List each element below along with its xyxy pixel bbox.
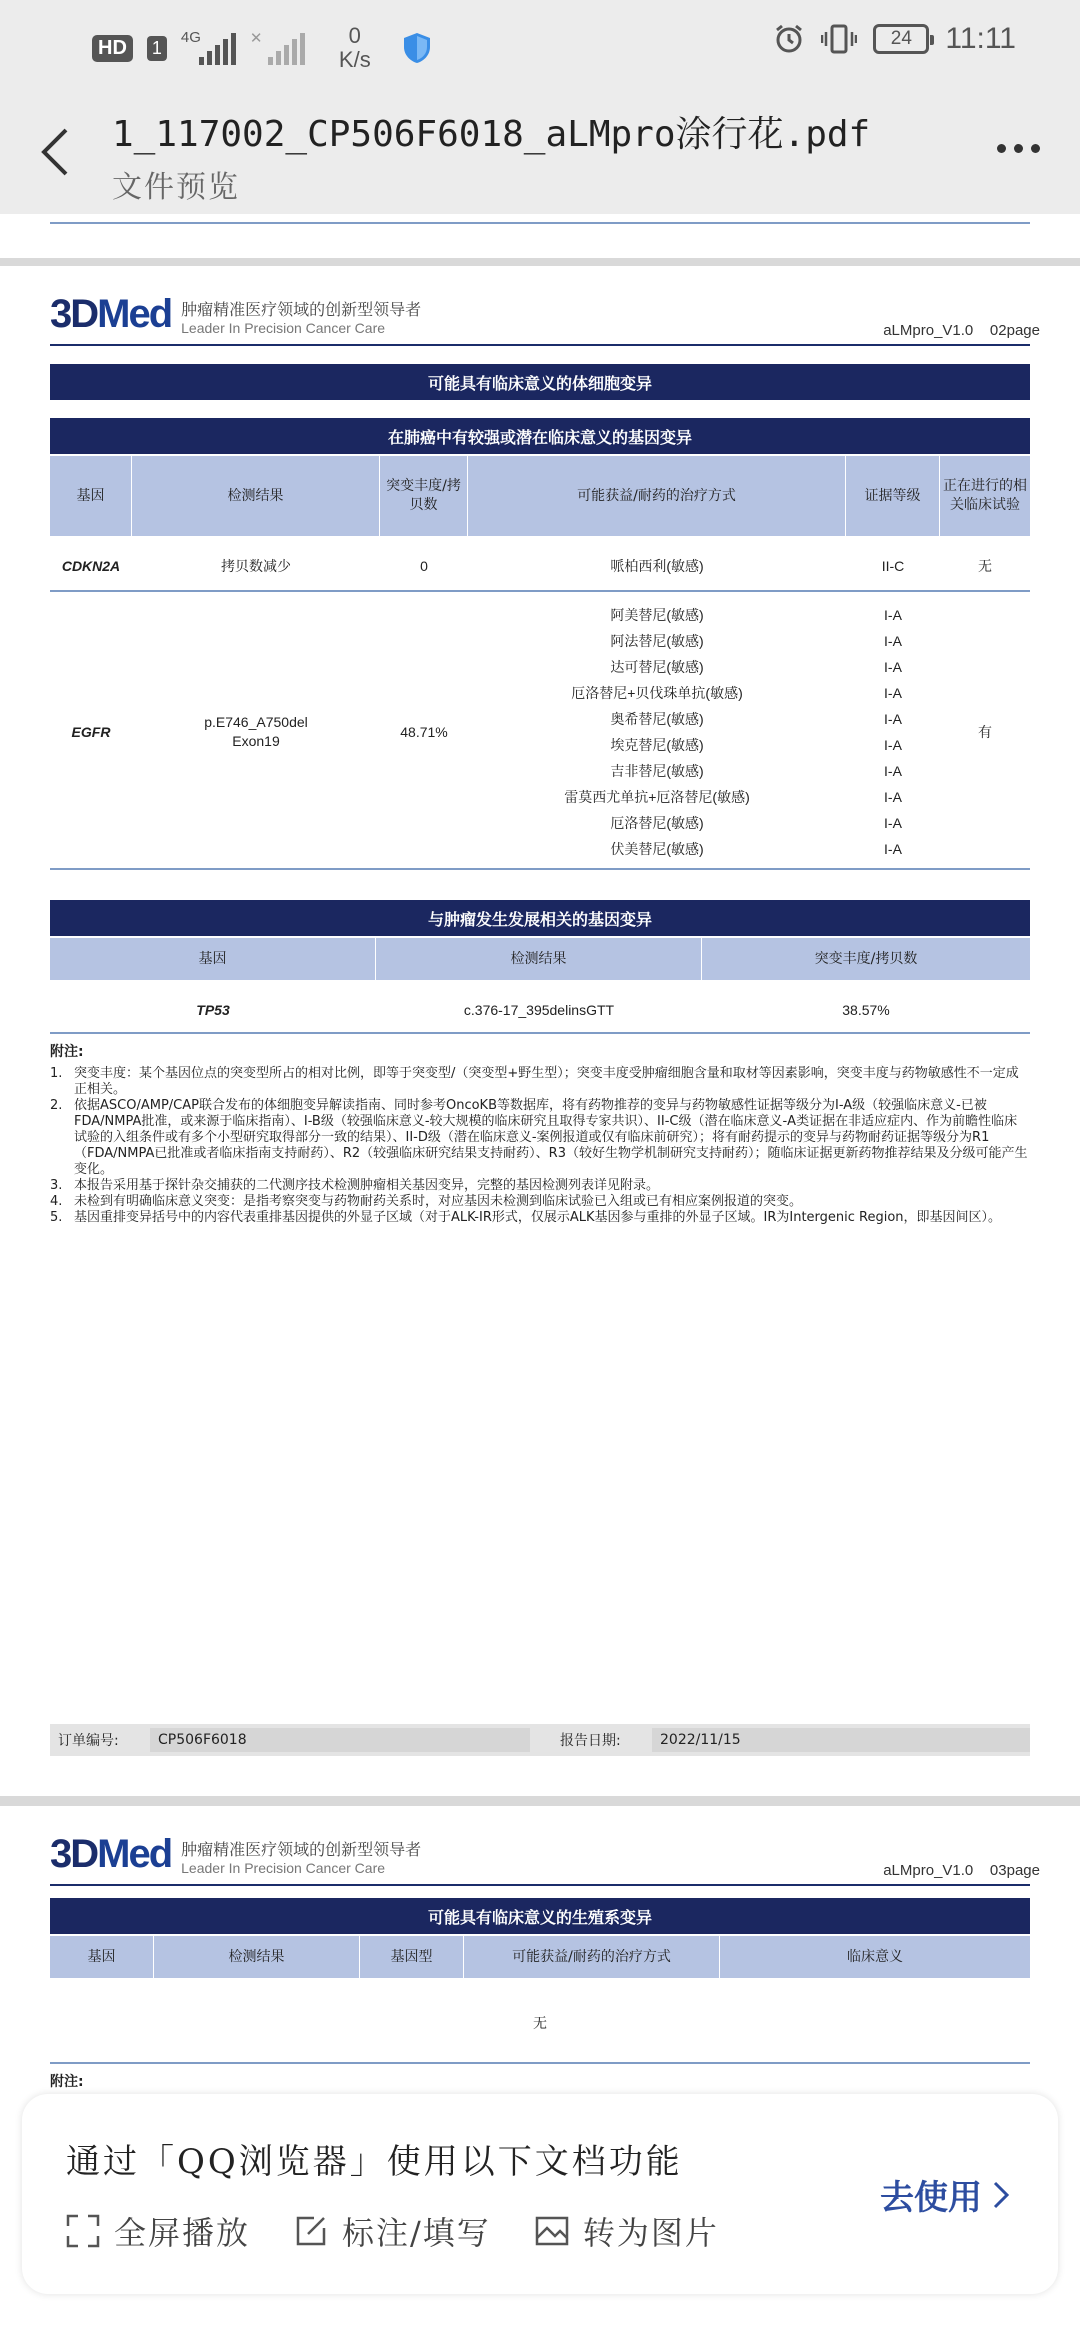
clock: 11:11 [945, 22, 1016, 55]
status-left [92, 24, 431, 72]
col-header: 突变丰度/拷贝数 [380, 456, 468, 536]
document-page-2 [0, 266, 1080, 1796]
to-image-feature[interactable]: 转为图片 [535, 2208, 719, 2254]
empty-result: 无 [533, 2015, 547, 2031]
col-header: 正在进行的相关临床试验 [943, 478, 1027, 513]
chevron-right-icon [992, 2180, 1010, 2210]
col-header: 突变丰度/拷贝数 [814, 950, 918, 967]
table1-title: 在肺癌中有较强或潜在临床意义的基因变异 [50, 418, 1030, 454]
battery-indicator: 24 [873, 24, 929, 54]
title-bar [0, 86, 1080, 214]
section-title: 可能具有临床意义的体细胞变异 [50, 364, 1030, 400]
notes-title: 附注: [50, 1044, 84, 1060]
document-viewer[interactable] [0, 214, 1080, 2340]
col-header: 基因 [50, 1936, 154, 1978]
table-row: CDKN2A 拷贝数减少 0 哌柏西利(敏感) II-C 无 [50, 542, 1030, 592]
table2-title: 与肿瘤发生发展相关的基因变异 [50, 900, 1030, 936]
sim-badge: 1 [147, 36, 167, 61]
note-item: 1. 突变丰度：某个基因位点的突变型所占的相对比例，即等于突变型/（突变型+野生型）；突变丰度受肿瘤细胞含量和取材等因素影响，突变丰度与药物敏感性不一定成正相关。 [50, 1066, 1019, 1097]
note-item: 3. 本报告采用基于探针杂交捕获的二代测序技术检测肿瘤相关基因变异，完整的基因检测列表详见附录。 [50, 1178, 660, 1193]
qq-browser-promo [22, 2094, 1058, 2294]
vibrate-icon [821, 23, 857, 55]
status-bar [0, 0, 1080, 86]
col-header: 基因型 [360, 1936, 464, 1978]
note-item: 4. 未检到有明确临床意义突变：是指考察突变与药物耐药关系时，对应基因未检测到临床试验已入组或已有相应案例报道的突变。 [50, 1194, 803, 1209]
promo-features [66, 2208, 719, 2254]
network-type: 4G [180, 29, 201, 46]
date-value: 2022/11/15 [652, 1728, 1030, 1752]
status-right [773, 22, 1016, 56]
table3-header [50, 1936, 1030, 1978]
col-header: 证据等级 [846, 456, 940, 536]
col-header: 检测结果 [376, 938, 702, 980]
note-item: 5. 基因重排变异括号中的内容代表重排基因提供的外显子区域（对于ALK-IR形式，仅展示ALK基因参与重排的外显子区域。IR为Intergenic Region，即基因间区）。 [50, 1210, 1002, 1225]
col-header: 可能获益/耐药的治疗方式 [464, 1936, 720, 1978]
report-footer [50, 1724, 1030, 1756]
promo-title: 通过「QQ浏览器」使用以下文档功能 [66, 2142, 683, 2182]
section-title: 可能具有临床意义的生殖系变异 [50, 1898, 1030, 1934]
logo-mark: 3DMed [50, 1832, 172, 1876]
page-info: aLMpro_V1.0 02page [883, 322, 1040, 339]
fullscreen-feature[interactable]: 全屏播放 [66, 2208, 250, 2254]
alarm-icon [773, 23, 805, 55]
logo-slogan-en: Leader In Precision Cancer Care [181, 1860, 386, 1876]
edit-icon [294, 2214, 328, 2248]
previous-page-fragment [0, 214, 1080, 258]
company-logo [50, 1832, 421, 1877]
logo-mark: 3DMed [50, 292, 172, 336]
note-item: 2. 依据ASCO/AMP/CAP联合发布的体细胞变异解读指南、同时参考OncoKB等数据库，将有药物推荐的变异与药物敏感性证据等级分为I-A级（较强临床意义-已被FDA/NMPA批准，或来源于临床指南）、I-B级（较强临床意义-较大规模的临床研究且取得专家共识）、II-C级（潜在临床意义-A类证据在非适应症内、作为前瞻性临床试验的入组条件或有多个小型研究取得部分一致的结果）、II-D级（潜在临床意义-案例报道或仅有临床前研究）；将有耐药提示的变异与药物耐药证据等级分为R1（FDA/NMPA已批准或者临床指南支持耐药）、R2（较强临床研究结果支持耐药）、R3（较好生物学机制研究支持耐药）；随临床证据更新药物推荐结果及分级可能产生变化。 [50, 1098, 1028, 1177]
notes-title: 附注: [50, 2074, 84, 2090]
notes-section [50, 1044, 1030, 1226]
file-preview-subtitle: 文件预览 [112, 170, 240, 205]
shield-icon [403, 32, 431, 64]
cell-signal-2-icon: ✕ [250, 31, 305, 65]
table-row [50, 1984, 1030, 2064]
hd-badge: HD [92, 35, 133, 62]
therapy-list: 阿美替尼(敏感) 阿法替尼(敏感) 达可替尼(敏感) 厄洛替尼+贝伐珠单抗(敏感) 奥希替尼(敏感) 埃克替尼(敏感) 吉非替尼(敏感) 雷莫西尤单抗+厄洛替尼(敏感) 厄洛替尼(敏感) 伏美替尼(敏感) [564, 607, 750, 857]
document-filename: 1_117002_CP506F6018_aLMpro涂行花.pdf [112, 114, 871, 155]
annotate-feature[interactable]: 标注/填写 [294, 2208, 491, 2254]
network-speed: 0 K/s [338, 23, 371, 72]
evidence-level-list: I-A I-A I-A I-A I-A I-A I-A I-A I-A I-A [884, 607, 902, 857]
table2-header [50, 938, 1030, 980]
back-arrow-icon[interactable] [36, 124, 76, 180]
page-info: aLMpro_V1.0 03page [883, 1862, 1040, 1879]
cell-signal-icon [181, 31, 236, 65]
table-row: EGFR p.E746_A750del Exon19 48.71% 阿美替尼(敏感) 阿法替尼(敏感) 达可替尼(敏感) 厄洛替尼+贝伐珠单抗(敏感) 奥希替尼(敏感) 埃克替尼(敏感) 吉非替尼(敏感) 雷莫西尤单抗+厄洛替尼(敏感) 厄洛替尼(敏感) 伏美替尼(敏感) I-A I-A I-A I-A I-A I-A I-A I-A I-A I-A 有 [50, 596, 1030, 870]
go-use-button[interactable]: 去使用 [880, 2170, 1010, 2219]
table-row: TP53 c.376-17_395delinsGTT 38.57% [50, 988, 1030, 1034]
order-label: 订单编号: [58, 1733, 119, 1749]
notes-section [50, 2074, 1030, 2096]
order-value: CP506F6018 [150, 1728, 530, 1752]
logo-slogan-en: Leader In Precision Cancer Care [181, 320, 386, 336]
col-header: 可能获益/耐药的治疗方式 [468, 456, 846, 536]
col-header: 基因 [50, 938, 376, 980]
date-label: 报告日期: [560, 1733, 621, 1749]
fullscreen-icon [66, 2214, 100, 2248]
col-header: 临床意义 [847, 1948, 903, 1965]
logo-slogan-cn: 肿瘤精准医疗领域的创新型领导者 [181, 1840, 422, 1859]
col-header: 检测结果 [132, 456, 380, 536]
table1-header [50, 456, 1030, 536]
more-menu-icon[interactable] [997, 144, 1040, 153]
logo-slogan-cn: 肿瘤精准医疗领域的创新型领导者 [181, 300, 422, 319]
col-header: 基因 [50, 456, 132, 536]
col-header: 检测结果 [154, 1936, 360, 1978]
image-icon [535, 2214, 569, 2248]
company-logo [50, 292, 421, 337]
